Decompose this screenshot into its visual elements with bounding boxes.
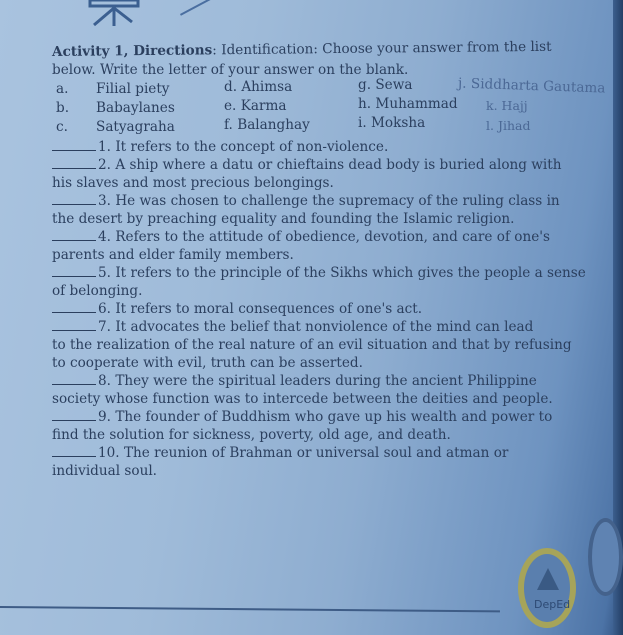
answer-blank-9[interactable] [52, 420, 96, 421]
answer-blank-7[interactable] [52, 330, 96, 331]
answer-blank-4[interactable] [52, 240, 96, 241]
question-5-cont: of belonging. [52, 283, 143, 299]
answer-blank-8[interactable] [52, 384, 96, 385]
worksheet [51, 38, 617, 480]
choice-g: g. Sewa [358, 77, 413, 93]
question-7-cont-2: to cooperate with evil, truth can be asserted. [52, 355, 363, 371]
answer-blank-10[interactable] [52, 456, 96, 457]
answer-blank-5[interactable] [52, 276, 96, 277]
directions-text: : Identification: Choose your answer from the list [212, 38, 552, 59]
question-1: 1. It refers to the concept of non-violence. [52, 138, 617, 156]
question-6: 6. It refers to moral consequences of one's act. [52, 300, 617, 318]
choice-d: d. Ahimsa [224, 79, 293, 95]
question-8: 8. They were the spiritual leaders during the ancient Philippine [52, 372, 617, 390]
question-3-cont: the desert by preaching equality and founding the Islamic religion. [52, 211, 515, 227]
answer-blank-6[interactable] [52, 312, 96, 313]
choice-e: e. Karma [224, 98, 287, 114]
directions-line-2: below. Write the letter of your answer on the blank. [52, 62, 409, 78]
question-7: 7. It advocates the belief that nonviolence of the mind can lead [52, 318, 617, 336]
secondary-seal-icon [588, 518, 623, 596]
question-list [52, 138, 617, 480]
question-7-cont: to the realization of the real nature of an evil situation and that by refusing [52, 337, 572, 353]
school-seal-icon [518, 548, 576, 628]
seal-triangle-icon [537, 568, 559, 590]
seal-text: DepEd [534, 598, 571, 611]
question-4-cont: parents and elder family members. [52, 247, 294, 263]
answer-blank-3[interactable] [52, 204, 96, 205]
question-9: 9. The founder of Buddhism who gave up his wealth and power to [52, 408, 617, 426]
question-10: 10. The reunion of Brahman or universal soul and atman or [52, 444, 617, 462]
choice-f: f. Balanghay [224, 117, 310, 133]
question-4: 4. Refers to the attitude of obedience, devotion, and care of one's [52, 228, 617, 246]
choice-b: b. Babaylanes [56, 100, 175, 116]
choice-i: i. Moksha [358, 115, 426, 131]
pencil-icon [180, 0, 218, 16]
answer-blank-2[interactable] [52, 168, 96, 169]
question-5: 5. It refers to the principle of the Sikhs which gives the people a sense [52, 264, 617, 282]
choice-j: j. Siddharta Gautama [457, 75, 606, 97]
activity-title: Activity 1, Directions [51, 42, 213, 60]
choices-list [52, 75, 617, 138]
question-8-cont: society whose function was to intercede between the deities and people. [52, 391, 553, 407]
question-2: 2. A ship where a datu or chieftains dead body is buried along with [52, 156, 617, 174]
directions [52, 37, 617, 61]
choice-h: h. Muhammad [358, 96, 458, 112]
presentation-board-icon [80, 0, 150, 28]
question-2-cont: his slaves and most precious belongings. [52, 175, 334, 191]
question-3: 3. He was chosen to challenge the supremacy of the ruling class in [52, 192, 617, 210]
choice-c: c. Satyagraha [56, 119, 175, 135]
choice-a: a. Filial piety [56, 81, 170, 97]
footer-rule [0, 606, 500, 612]
choice-l: l. Jihad [486, 118, 531, 133]
answer-blank-1[interactable] [52, 150, 96, 151]
question-10-cont: individual soul. [52, 463, 157, 479]
choice-k: k. Hajj [486, 98, 528, 113]
question-9-cont: find the solution for sickness, poverty, old age, and death. [52, 427, 451, 443]
